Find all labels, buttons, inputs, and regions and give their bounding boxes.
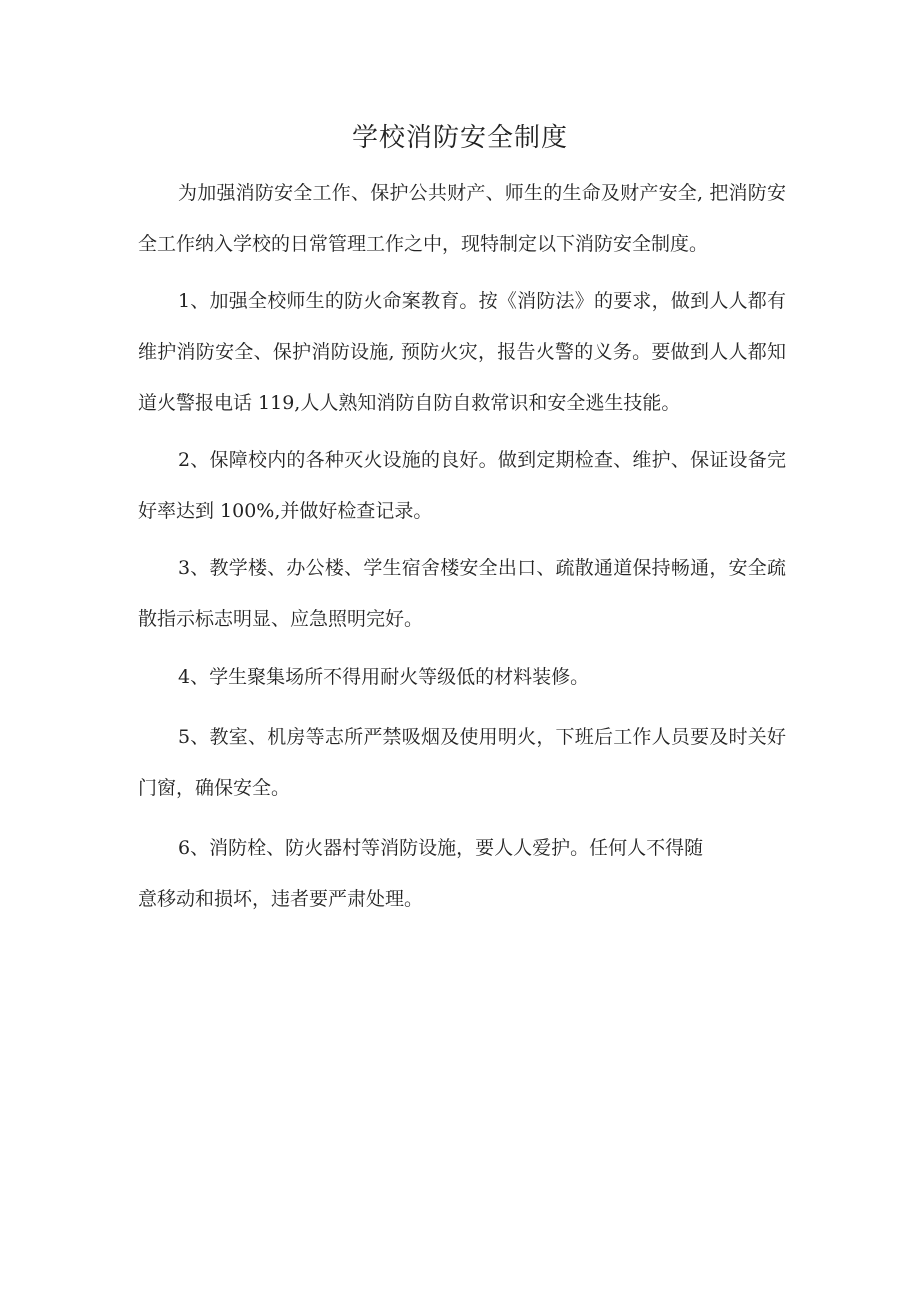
paragraph-item-2: 2、保障校内的各种灭火设施的良好。做到定期检查、维护、保证设备完好率达到 100%,并做好检查记录。 bbox=[138, 449, 786, 522]
paragraph-item-6-line-2: 意移动和损坏，违者要严肃处理。 bbox=[138, 888, 424, 910]
paragraph-intro: 为加强消防安全工作、保护公共财产、师生的生命及财产安全, 把消防安全工作纳入学校的日常管理工作之中，现特制定以下消防安全制度。 bbox=[138, 182, 786, 255]
paragraph-item-5: 5、教室、机房等志所严禁吸烟及使用明火，下班后工作人员要及时关好门窗，确保安全。 bbox=[138, 726, 786, 799]
paragraph-item-1: 1、加强全校师生的防火命案教育。按《消防法》的要求，做到人人都有维护消防安全、保护消防设施, 预防火灾，报告火警的义务。要做到人人都知道火警报电话 119,人人熟知消防自防自救常识和安全逃生技能。 bbox=[138, 290, 786, 414]
paragraph-item-4: 4、学生聚集场所不得用耐火等级低的材料装修。 bbox=[178, 666, 590, 688]
page-title: 学校消防安全制度 bbox=[351, 123, 568, 153]
paragraph-item-3: 3、教学楼、办公楼、学生宿舍楼安全出口、疏散通道保持畅通，安全疏散指示标志明显、应急照明完好。 bbox=[138, 557, 786, 630]
paragraph-item-6-line-1: 6、消防栓、防火器村等消防设施，要人人爱护。任何人不得随 bbox=[178, 837, 704, 859]
paragraph-item-6 bbox=[138, 823, 786, 925]
